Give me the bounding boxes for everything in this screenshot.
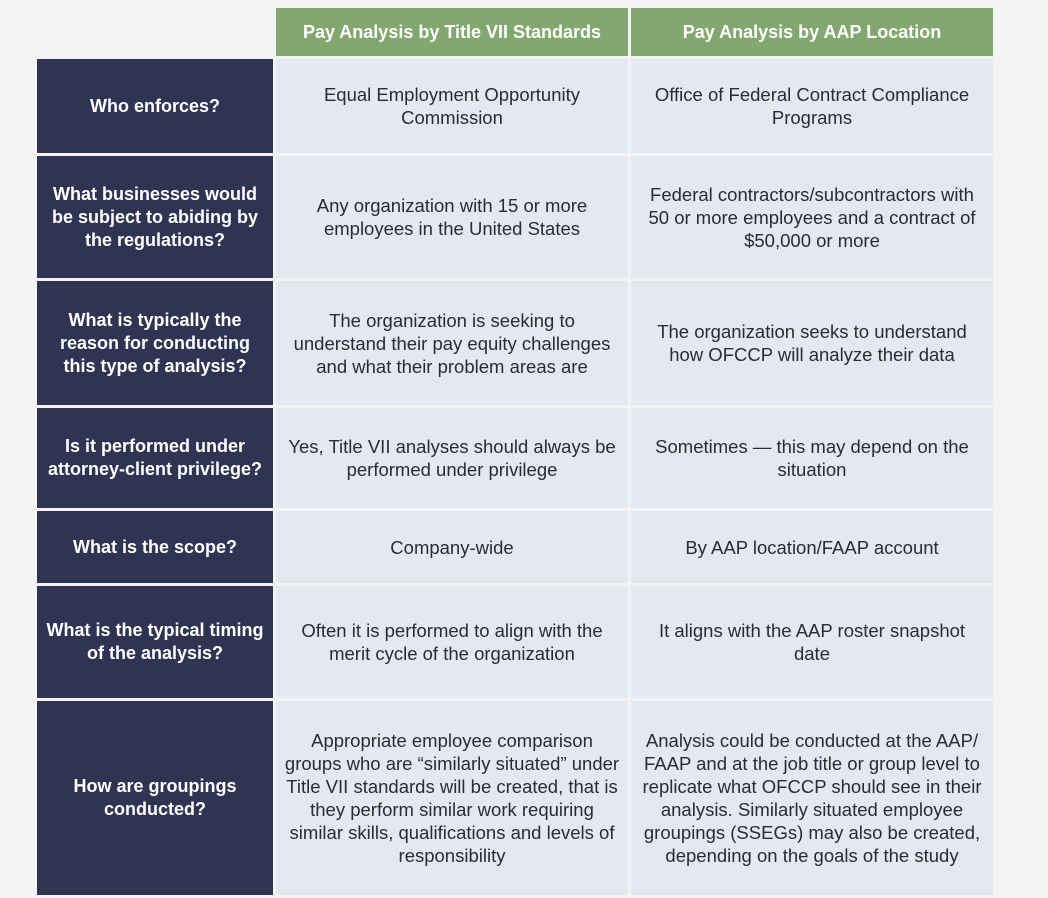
- title-vii-scope: Company-wide: [276, 511, 628, 583]
- column-header-aap-location: Pay Analysis by AAP Location: [631, 8, 993, 56]
- aap-who-enforces: Office of Federal Contract Compliance Programs: [631, 59, 993, 153]
- row-question-groupings: How are groupings conducted?: [37, 701, 273, 895]
- column-header-title-vii: Pay Analysis by Title VII Standards: [276, 8, 628, 56]
- row-question-privilege: Is it performed under attorney-client privilege?: [37, 408, 273, 508]
- title-vii-businesses-subject: Any organization with 15 or more employees in the United States: [276, 156, 628, 278]
- row-question-timing: What is the typical timing of the analysis?: [37, 586, 273, 698]
- title-vii-reason: The organization is seeking to understand their pay equity challenges and what their problem areas are: [276, 281, 628, 405]
- aap-scope: By AAP location/FAAP account: [631, 511, 993, 583]
- title-vii-groupings: Appropriate employee comparison groups who are “similarly situated” under Title VII standards will be created, that is they perform similar work requiring similar skills, qualifications and levels of responsibility: [276, 701, 628, 895]
- row-question-scope: What is the scope?: [37, 511, 273, 583]
- row-question-businesses-subject: What businesses would be subject to abiding by the regulations?: [37, 156, 273, 278]
- aap-reason: The organization seeks to understand how OFCCP will analyze their data: [631, 281, 993, 405]
- aap-groupings: Analysis could be conducted at the AAP/ FAAP and at the job title or group level to replicate what OFCCP should see in their analysis. Similarly situated employee groupings (SSEGs) may also be created, depending on the goals of the study: [631, 701, 993, 895]
- title-vii-who-enforces: Equal Employment Opportunity Commission: [276, 59, 628, 153]
- aap-timing: It aligns with the AAP roster snapshot date: [631, 586, 993, 698]
- aap-privilege: Sometimes — this may depend on the situation: [631, 408, 993, 508]
- table-corner: [37, 8, 273, 56]
- aap-businesses-subject: Federal contractors/subcontractors with 50 or more employees and a contract of $50,000 or more: [631, 156, 993, 278]
- comparison-table: [37, 8, 993, 895]
- row-question-who-enforces: Who enforces?: [37, 59, 273, 153]
- title-vii-timing: Often it is performed to align with the merit cycle of the organization: [276, 586, 628, 698]
- row-question-reason: What is typically the reason for conducting this type of analysis?: [37, 281, 273, 405]
- title-vii-privilege: Yes, Title VII analyses should always be performed under privilege: [276, 408, 628, 508]
